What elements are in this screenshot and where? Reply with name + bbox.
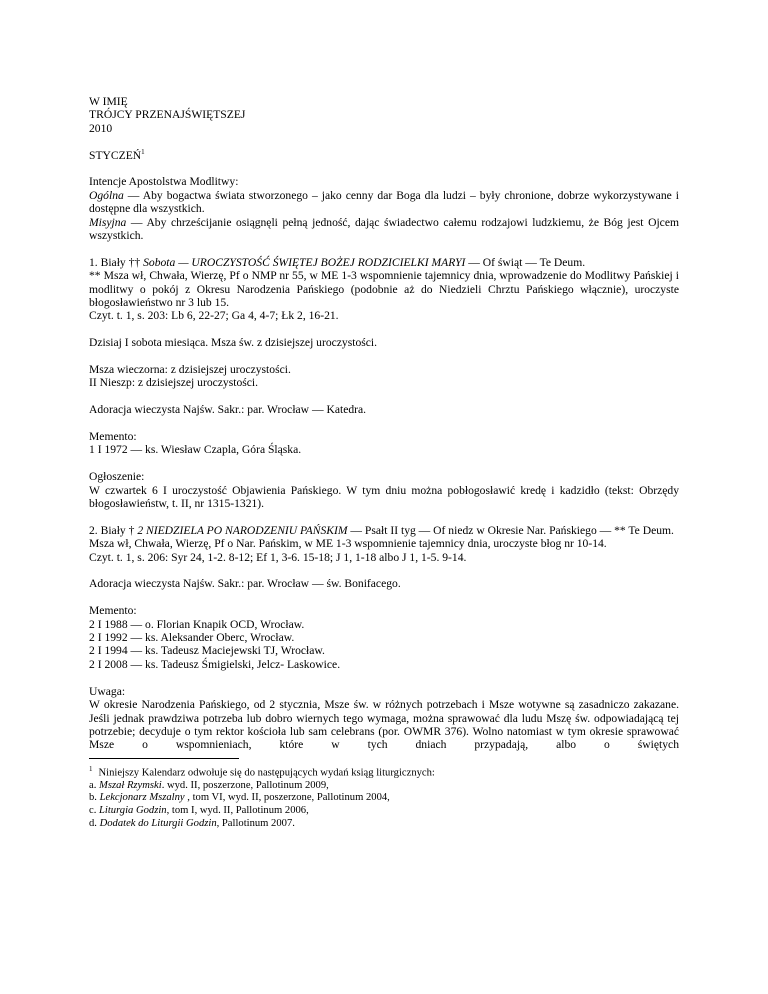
- header-year: 2010: [89, 121, 113, 135]
- intention-mission-label: Misyjna: [89, 215, 127, 229]
- footnote-book-title: Liturgia Godzin: [99, 805, 167, 817]
- footnote-item-rest: , tom I, wyd. II, Pallotinum 2006,: [166, 805, 309, 817]
- intention-mission-text: — Aby chrześcijanie osiągnęli pełną jedność, dając świadectwo całemu rodzajowi ludzkiemu, że Bóg jest Ojcem wszystkich.: [89, 215, 679, 243]
- footnote-item-prefix: c.: [89, 805, 99, 817]
- footnote-number: 1: [89, 764, 93, 773]
- memento-item: 2 I 1988 — o. Florian Knapik OCD, Wrocław.: [89, 617, 305, 631]
- month-name: STYCZEŃ: [89, 148, 142, 162]
- footnote-item-prefix: b.: [89, 792, 100, 804]
- intentions-heading: Intencje Apostolstwa Modlitwy:: [89, 175, 239, 189]
- prayer-intentions: [89, 175, 679, 242]
- day-2-adoration: Adoracja wieczysta Najśw. Sakr.: par. Wrocław — św. Bonifacego.: [89, 577, 401, 591]
- footnote-book-title: Dodatek do Liturgii Godzin,: [99, 817, 220, 829]
- day-2-suffix: — Psałt II tyg — Of niedz w Okresie Nar. Pańskiego — ** Te Deum.: [347, 523, 674, 537]
- footnote-item-c: [89, 805, 679, 818]
- intention-mission: [89, 216, 679, 243]
- footnote-book-title: Lekcjonarz Mszalny: [99, 792, 185, 804]
- day-2-readings: Czyt. t. 1, s. 206: Syr 24, 1-2. 8-12; Ef 1, 3-6. 15-18; J 1, 1-18 albo J 1, 1-5. 9-14.: [89, 550, 467, 564]
- footnote-item-d: [89, 818, 679, 831]
- footnote-item-a: [89, 780, 679, 793]
- footnote-item-prefix: a.: [89, 779, 99, 791]
- note-label: Uwaga:: [89, 684, 126, 698]
- day-1-evening: [89, 363, 679, 390]
- month-title: [89, 149, 679, 162]
- announcement-text: W czwartek 6 I uroczystość Objawienia Pańskiego. W tym dniu można pobłogosławić kredę i kadzidło (tekst: Obrzędy błogosławieństw, t. II, nr 1315-1321).: [89, 483, 679, 511]
- footnote-intro: Niniejszy Kalendarz odwołuje się do następujących wydań ksiąg liturgicznych:: [98, 767, 435, 779]
- day-1-title: Sobota — UROCZYSTOŚĆ ŚWIĘTEJ BOŻEJ RODZICIELKI MARYI: [143, 255, 466, 269]
- day-1-memento: [89, 430, 679, 457]
- intention-general-text: — Aby bogactwa świata stworzonego – jako cenny dar Boga dla ludzi – były chronione, dobrze wykorzystywane i dostępne dla wszystkich.: [89, 188, 679, 216]
- footnote-intro-line: [89, 763, 679, 780]
- document-page: [89, 95, 679, 830]
- day-1-suffix: — Of świąt — Te Deum.: [465, 255, 586, 269]
- day-2-title: 2 NIEDZIELA PO NARODZENIU PAŃSKIM: [137, 523, 348, 537]
- header-block: [89, 95, 679, 135]
- header-line-2: TRÓJCY PRZENAJŚWIĘTSZEJ: [89, 108, 246, 122]
- day-1-readings: Czyt. t. 1, s. 203: Lb 6, 22-27; Ga 4, 4-7; Łk 2, 16-21.: [89, 309, 339, 323]
- day-1-prefix: 1. Biały ††: [89, 255, 144, 269]
- day-1-heading: [89, 256, 679, 269]
- footnote-item-rest: . wyd. II, poszerzone, Pallotinum 2009,: [161, 779, 329, 791]
- day-1-mass: ** Msza wł, Chwała, Wierzę, Pf o NMP nr 55, w ME 1-3 wspomnienie tajemnicy dnia, wprowadzenie do Modlitwy Pańskiej i modlitwy o pokój z Okresu Narodzenia Pańskiego (podobnie aż do Niedzieli Chrztu Pańskiego włącznie), uroczyste błogosławieństwo nr 3 lub 15.: [89, 269, 679, 310]
- day-2-prefix: 2. Biały †: [89, 523, 138, 537]
- day-1-evening-mass: Msza wieczorna: z dzisiejszej uroczystości.: [89, 363, 291, 377]
- day-1-note: Dzisiaj I sobota miesiąca. Msza św. z dzisiejszej uroczystości.: [89, 336, 378, 350]
- footnote-item-b: [89, 792, 679, 805]
- memento-label: Memento:: [89, 604, 137, 618]
- footnote-item-rest: Pallotinum 2007.: [219, 817, 295, 829]
- day-1-vespers: II Nieszp: z dzisiejszej uroczystości.: [89, 376, 259, 390]
- memento-label: Memento:: [89, 430, 137, 444]
- memento-item: 2 I 1994 — ks. Tadeusz Maciejewski TJ, Wrocław.: [89, 644, 325, 658]
- footnote-item-rest: , tom VI, wyd. II, poszerzone, Pallotinum 2004,: [184, 792, 390, 804]
- day-2-mass: Msza wł, Chwała, Wierzę, Pf o Nar. Pańskim, w ME 1-3 wspomnienie tajemnicy dnia, uroczyste błog nr 10-14.: [89, 537, 607, 551]
- memento-item: 2 I 1992 — ks. Aleksander Oberc, Wrocław.: [89, 631, 295, 645]
- day-1-adoration: Adoracja wieczysta Najśw. Sakr.: par. Wrocław — Katedra.: [89, 403, 367, 417]
- header-line-1: W IMIĘ: [89, 95, 128, 108]
- footnote: [89, 763, 679, 831]
- footnote-reference[interactable]: 1: [141, 147, 145, 156]
- note-text: W okresie Narodzenia Pańskiego, od 2 stycznia, Msze św. w różnych potrzebach i Msze wotywne są zasadniczo zakazane. Jeśli jednak prawdziwa potrzeba lub dobro wiernych tego wymaga, można sprawować dla ludu Mszę św. odpowiadającą tej potrzebie; decyduje o tym rektor kościoła lub sam celebrans (por. OWMR 376). Wolno natomiast w tym okresie sprawować Msze o wspomnieniach, które w tych dniach przypadają, albo o świętych: [89, 698, 679, 752]
- day-1-entry: [89, 256, 679, 323]
- intention-general-label: Ogólna: [89, 188, 124, 202]
- day-2-heading: [89, 524, 679, 537]
- footnote-book-title: Mszał Rzymski: [99, 779, 162, 791]
- day-2-note: [89, 685, 679, 752]
- day-2-memento: [89, 604, 679, 671]
- day-1-announcement: [89, 470, 679, 510]
- intention-general: [89, 189, 679, 216]
- day-2-entry: [89, 524, 679, 564]
- footnote-item-prefix: d.: [89, 817, 100, 829]
- footnote-divider: [89, 758, 239, 759]
- memento-item: 1 I 1972 — ks. Wiesław Czapla, Góra Śląska.: [89, 443, 302, 457]
- memento-item: 2 I 2008 — ks. Tadeusz Śmigielski, Jelcz- Laskowice.: [89, 657, 341, 671]
- announcement-label: Ogłoszenie:: [89, 470, 145, 484]
